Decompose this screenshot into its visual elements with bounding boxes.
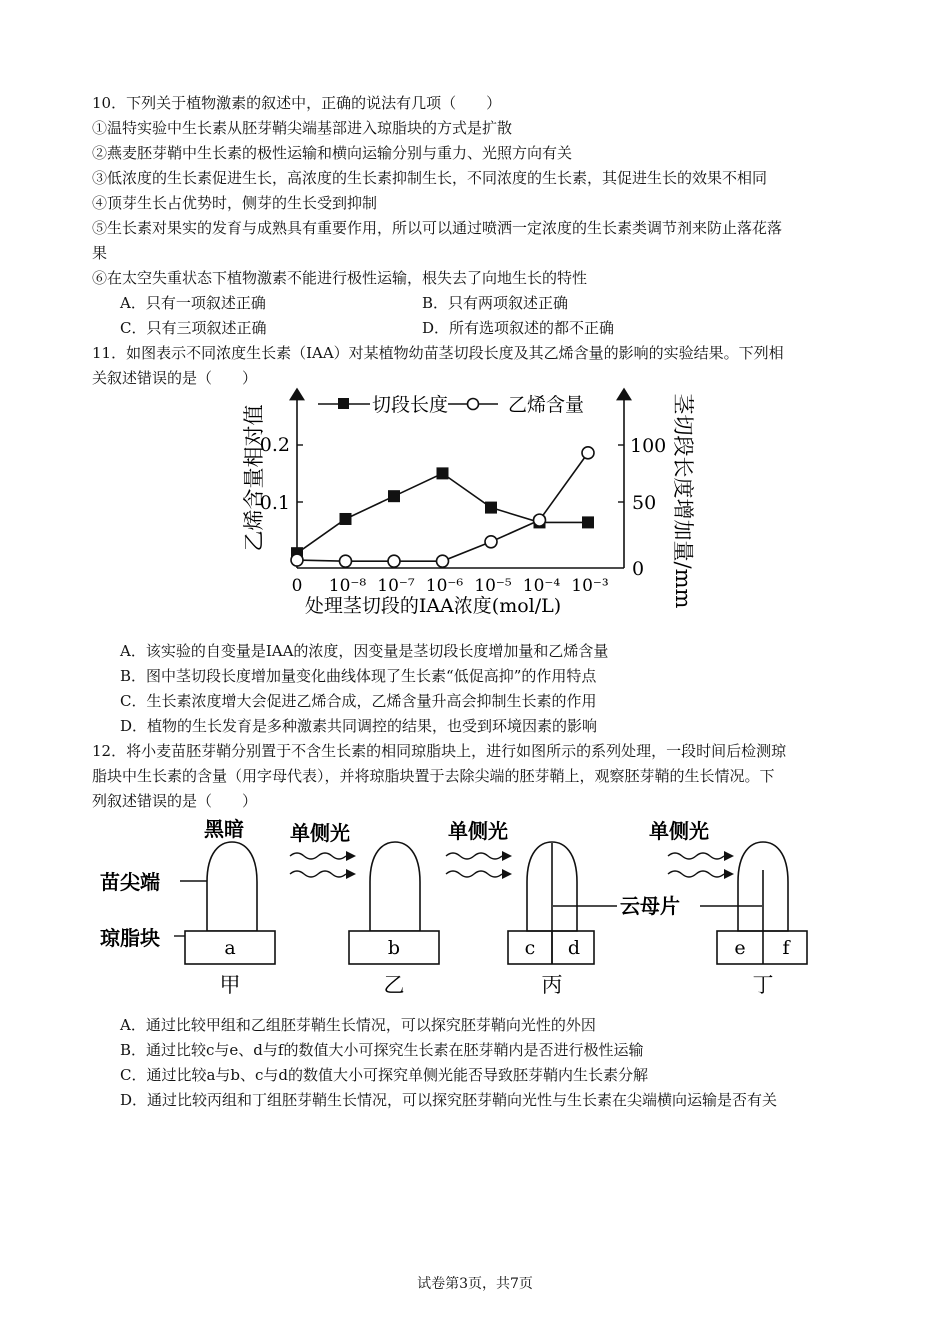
x-tick-label: 0: [291, 576, 303, 596]
x-tick-label: 10⁻⁵: [474, 576, 512, 596]
point-ethylene: [388, 555, 400, 567]
q12-option-b: B．通过比较c与e、d与f的数值大小可探究生长素在胚芽鞘内是否进行极性运输: [120, 1041, 644, 1059]
x-tick-label: 10⁻⁷: [377, 576, 415, 596]
light-arrow-2: [446, 851, 512, 879]
q10-item-5-cont: 果: [92, 244, 108, 262]
iaa-chart: [230, 386, 700, 622]
label-dark: 黑暗: [204, 817, 244, 841]
group-ding: 丁: [752, 973, 774, 997]
point-ethylene: [534, 514, 546, 526]
y-left-tick-0.2: 0.2: [259, 434, 290, 456]
q11-stem-line2: 关叙述错误的是（ ）: [92, 369, 258, 387]
group-jia: 甲: [219, 973, 241, 997]
x-tick-label: 10⁻⁶: [425, 576, 464, 596]
block-a-label: a: [224, 937, 236, 959]
x-label: 处理茎切段的IAA浓度(mol/L): [304, 595, 562, 617]
q11-option-b: B．图中茎切段长度增加量变化曲线体现了生长素“低促高抑”的作用特点: [120, 667, 597, 685]
q10-option-d: D．所有选项叙述的都不正确: [422, 319, 615, 337]
q10-item-2: ②燕麦胚芽鞘中生长素的极性运输和横向运输分别与重力、光照方向有关: [92, 144, 573, 162]
light-arrow-3: [668, 851, 734, 879]
q12-stem-line1: 12．将小麦苗胚芽鞘分别置于不含生长素的相同琼脂块上，进行如图所示的系列处理，一段时间后检测琼: [92, 742, 787, 760]
y-left-label: 乙烯含量相对值: [242, 404, 266, 552]
page-footer: 试卷第3页，共7页: [417, 1276, 533, 1292]
point-length: [485, 502, 497, 514]
label-light-3: 单侧光: [649, 819, 709, 843]
coleoptile-figure: [90, 812, 860, 1002]
point-length: [437, 467, 449, 479]
q12-stem-line2: 脂块中生长素的含量（用字母代表），并将琼脂块置于去除尖端的胚芽鞘上，观察胚芽鞘的生长情况。下: [92, 767, 775, 785]
agar-block-ef: [717, 931, 807, 964]
q11-option-c: C．生长素浓度增大会促进乙烯合成，乙烯含量升高会抑制生长素的作用: [120, 692, 597, 710]
legend-square-marker: [338, 398, 349, 409]
agar-block-cd: [508, 931, 594, 964]
label-light-2: 单侧光: [448, 819, 508, 843]
point-ethylene: [485, 536, 497, 548]
y-left-tick-0.1: 0.1: [259, 492, 290, 514]
q11-stem-line1: 11．如图表示不同浓度生长素（IAA）对某植物幼苗茎切段长度及其乙烯含量的影响的实验结果。下列相: [92, 344, 784, 362]
q12-option-c: C．通过比较a与b、c与d的数值大小可探究单侧光能否导致胚芽鞘内生长素分解: [120, 1066, 649, 1084]
q10-item-6: ⑥在太空失重状态下植物激素不能进行极性运输，根失去了向地生长的特性: [92, 269, 588, 287]
x-tick-label: 10⁻⁴: [522, 576, 561, 596]
y-right-tick-100: 100: [630, 435, 667, 457]
block-c-label: c: [524, 937, 536, 959]
x-tick-label: 10⁻³: [571, 576, 609, 596]
point-ethylene: [340, 555, 352, 567]
block-f-label: f: [782, 937, 790, 959]
block-d-label: d: [567, 937, 581, 959]
point-length: [388, 490, 400, 502]
q10-option-c: C．只有三项叙述正确: [120, 319, 267, 337]
legend-ethylene: 乙烯含量: [508, 394, 585, 416]
q11-option-a: A．该实验的自变量是IAA的浓度，因变量是茎切段长度增加量和乙烯含量: [120, 642, 609, 660]
y-right-tick-0: 0: [632, 558, 645, 580]
label-light-1: 单侧光: [290, 821, 350, 845]
point-ethylene: [582, 447, 594, 459]
legend-circle-marker: [468, 399, 479, 410]
q12-stem-line3: 列叙述错误的是（ ）: [92, 792, 258, 810]
q10-item-5: ⑤生长素对果实的发育与成熟具有重要作用，所以可以通过喷洒一定浓度的生长素类调节剂来防止落花落: [92, 219, 783, 237]
y-right-label: 茎切段长度增加量/mm: [671, 393, 695, 609]
tip-yi: [370, 842, 420, 931]
q12-option-a: A．通过比较甲组和乙组胚芽鞘生长情况，可以探究胚芽鞘向光性的外因: [120, 1016, 596, 1034]
q10-option-a: A．只有一项叙述正确: [120, 294, 266, 312]
label-agar: 琼脂块: [100, 926, 160, 950]
q11-option-d: D．植物的生长发育是多种激素共同调控的结果，也受到环境因素的影响: [120, 717, 598, 735]
legend-length: 切段长度: [372, 394, 449, 416]
label-tip: 苗尖端: [100, 870, 160, 894]
q10-option-b: B．只有两项叙述正确: [422, 294, 569, 312]
block-e-label: e: [734, 937, 746, 959]
q10-item-1: ①温特实验中生长素从胚芽鞘尖端基部进入琼脂块的方式是扩散: [92, 119, 513, 137]
group-yi: 乙: [383, 973, 405, 997]
point-length: [340, 513, 352, 525]
x-tick-label: 10⁻⁸: [328, 576, 367, 596]
q10-item-4: ④顶芽生长占优势时，侧芽的生长受到抑制: [92, 194, 378, 212]
block-b-label: b: [387, 937, 401, 959]
point-ethylene: [437, 555, 449, 567]
group-bing: 丙: [541, 973, 563, 997]
y-right-tick-50: 50: [632, 492, 657, 514]
label-mica: 云母片: [620, 894, 680, 918]
light-arrow-1: [290, 851, 356, 879]
tip-jia: [207, 842, 257, 931]
q10-stem: 10．下列关于植物激素的叙述中，正确的说法有几项（ ）: [92, 94, 502, 112]
point-ethylene: [291, 554, 303, 566]
q10-item-3: ③低浓度的生长素促进生长，高浓度的生长素抑制生长，不同浓度的生长素，其促进生长的效果不相同: [92, 169, 768, 187]
point-length: [582, 516, 594, 528]
q12-option-d: D．通过比较丙组和丁组胚芽鞘生长情况，可以探究胚芽鞘向光性与生长素在尖端横向运输是否有关: [120, 1091, 778, 1109]
